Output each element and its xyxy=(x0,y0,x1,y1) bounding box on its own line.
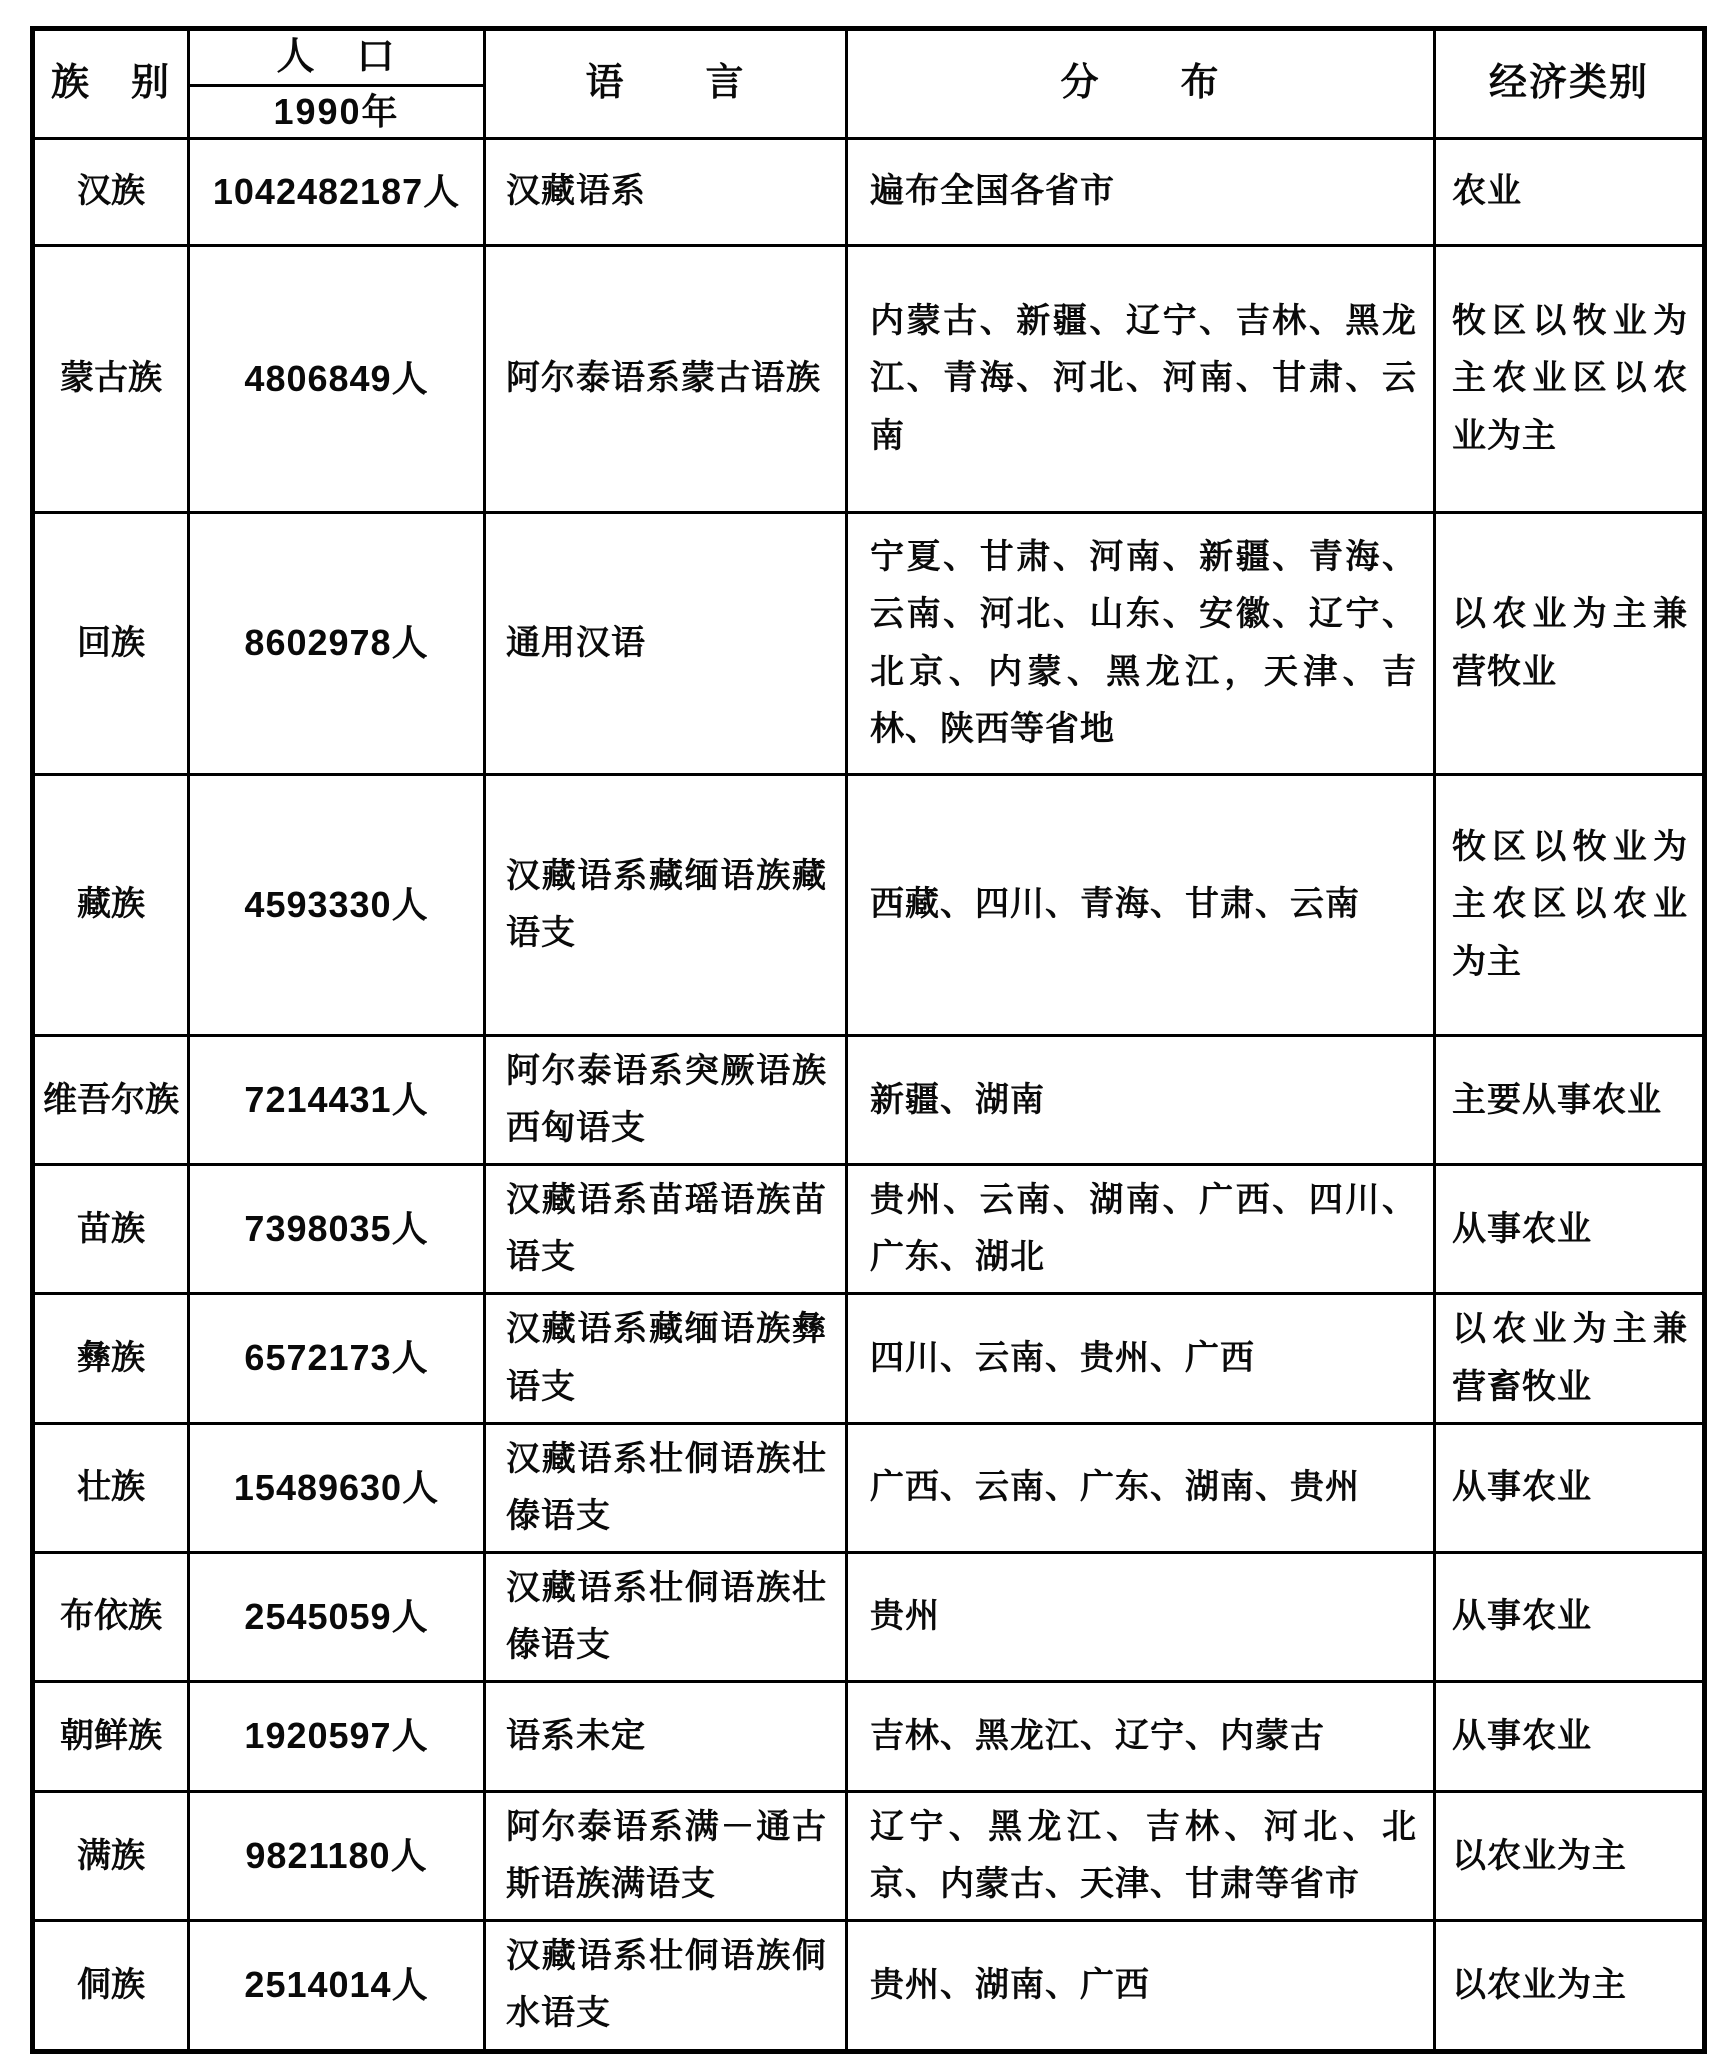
ethnic-name-cell: 布依族 xyxy=(33,1552,189,1681)
economy-cell: 以农业为主兼营牧业 xyxy=(1435,513,1705,775)
ethnic-name-cell: 维吾尔族 xyxy=(33,1036,189,1165)
population-cell: 9821180人 xyxy=(189,1792,485,1921)
economy-cell: 从事农业 xyxy=(1435,1423,1705,1552)
language-cell: 汉藏语系 xyxy=(485,139,847,246)
distribution-cell: 新疆、湖南 xyxy=(847,1036,1435,1165)
population-cell: 15489630人 xyxy=(189,1423,485,1552)
header-population-year: 1990年 xyxy=(189,86,485,139)
ethnic-name-cell: 藏族 xyxy=(33,775,189,1036)
language-cell: 阿尔泰语系蒙古语族 xyxy=(485,246,847,513)
header-population: 人 口 xyxy=(189,29,485,86)
economy-cell: 以农业为主兼营畜牧业 xyxy=(1435,1294,1705,1423)
ethnic-groups-table xyxy=(30,26,1707,2054)
distribution-cell: 遍布全国各省市 xyxy=(847,139,1435,246)
table-row xyxy=(33,1165,1705,1294)
population-cell: 2545059人 xyxy=(189,1552,485,1681)
table-row xyxy=(33,513,1705,775)
ethnic-name-cell: 壮族 xyxy=(33,1423,189,1552)
language-cell: 通用汉语 xyxy=(485,513,847,775)
economy-cell: 牧区以牧业为主农区以农业为主 xyxy=(1435,775,1705,1036)
table-body xyxy=(33,139,1705,2052)
population-cell: 2514014人 xyxy=(189,1921,485,2051)
table-row xyxy=(33,1294,1705,1423)
ethnic-name-cell: 蒙古族 xyxy=(33,246,189,513)
language-cell: 汉藏语系藏缅语族藏语支 xyxy=(485,775,847,1036)
table-row xyxy=(33,1423,1705,1552)
economy-cell: 从事农业 xyxy=(1435,1552,1705,1681)
header-ethnic-group: 族 别 xyxy=(33,29,189,139)
language-cell: 汉藏语系壮侗语族壮傣语支 xyxy=(485,1552,847,1681)
population-cell: 7214431人 xyxy=(189,1036,485,1165)
header-distribution: 分 布 xyxy=(847,29,1435,139)
distribution-cell: 贵州、湖南、广西 xyxy=(847,1921,1435,2051)
distribution-cell: 宁夏、甘肃、河南、新疆、青海、云南、河北、山东、安徽、辽宁、北京、内蒙、黑龙江，天津、吉林、陕西等省地 xyxy=(847,513,1435,775)
language-cell: 语系未定 xyxy=(485,1682,847,1792)
language-cell: 汉藏语系藏缅语族彝语支 xyxy=(485,1294,847,1423)
language-cell: 汉藏语系苗瑶语族苗语支 xyxy=(485,1165,847,1294)
distribution-cell: 贵州、云南、湖南、广西、四川、广东、湖北 xyxy=(847,1165,1435,1294)
ethnic-name-cell: 侗族 xyxy=(33,1921,189,2051)
ethnic-name-cell: 满族 xyxy=(33,1792,189,1921)
distribution-cell: 西藏、四川、青海、甘肃、云南 xyxy=(847,775,1435,1036)
population-cell: 8602978人 xyxy=(189,513,485,775)
table-row xyxy=(33,1682,1705,1792)
economy-cell: 以农业为主 xyxy=(1435,1921,1705,2051)
distribution-cell: 内蒙古、新疆、辽宁、吉林、黑龙江、青海、河北、河南、甘肃、云南 xyxy=(847,246,1435,513)
population-cell: 1920597人 xyxy=(189,1682,485,1792)
population-cell: 1042482187人 xyxy=(189,139,485,246)
economy-cell: 从事农业 xyxy=(1435,1165,1705,1294)
table-header xyxy=(33,29,1705,139)
ethnic-name-cell: 苗族 xyxy=(33,1165,189,1294)
population-cell: 7398035人 xyxy=(189,1165,485,1294)
ethnic-name-cell: 回族 xyxy=(33,513,189,775)
economy-cell: 主要从事农业 xyxy=(1435,1036,1705,1165)
distribution-cell: 贵州 xyxy=(847,1552,1435,1681)
economy-cell: 农业 xyxy=(1435,139,1705,246)
distribution-cell: 辽宁、黑龙江、吉林、河北、北京、内蒙古、天津、甘肃等省市 xyxy=(847,1792,1435,1921)
table-row xyxy=(33,139,1705,246)
language-cell: 阿尔泰语系满－通古斯语族满语支 xyxy=(485,1792,847,1921)
scanned-document-page xyxy=(30,26,1702,2054)
population-cell: 4593330人 xyxy=(189,775,485,1036)
ethnic-name-cell: 汉族 xyxy=(33,139,189,246)
distribution-cell: 吉林、黑龙江、辽宁、内蒙古 xyxy=(847,1682,1435,1792)
table-row xyxy=(33,246,1705,513)
header-language: 语 言 xyxy=(485,29,847,139)
header-economy-category: 经济类别 xyxy=(1435,29,1705,139)
table-row xyxy=(33,1552,1705,1681)
economy-cell: 以农业为主 xyxy=(1435,1792,1705,1921)
economy-cell: 从事农业 xyxy=(1435,1682,1705,1792)
language-cell: 汉藏语系壮侗语族侗水语支 xyxy=(485,1921,847,2051)
table-row xyxy=(33,1921,1705,2051)
population-cell: 4806849人 xyxy=(189,246,485,513)
economy-cell: 牧区以牧业为主农业区以农业为主 xyxy=(1435,246,1705,513)
table-row xyxy=(33,1792,1705,1921)
distribution-cell: 四川、云南、贵州、广西 xyxy=(847,1294,1435,1423)
language-cell: 阿尔泰语系突厥语族西匈语支 xyxy=(485,1036,847,1165)
language-cell: 汉藏语系壮侗语族壮傣语支 xyxy=(485,1423,847,1552)
ethnic-name-cell: 彝族 xyxy=(33,1294,189,1423)
table-row xyxy=(33,775,1705,1036)
table-row xyxy=(33,1036,1705,1165)
ethnic-name-cell: 朝鲜族 xyxy=(33,1682,189,1792)
distribution-cell: 广西、云南、广东、湖南、贵州 xyxy=(847,1423,1435,1552)
population-cell: 6572173人 xyxy=(189,1294,485,1423)
